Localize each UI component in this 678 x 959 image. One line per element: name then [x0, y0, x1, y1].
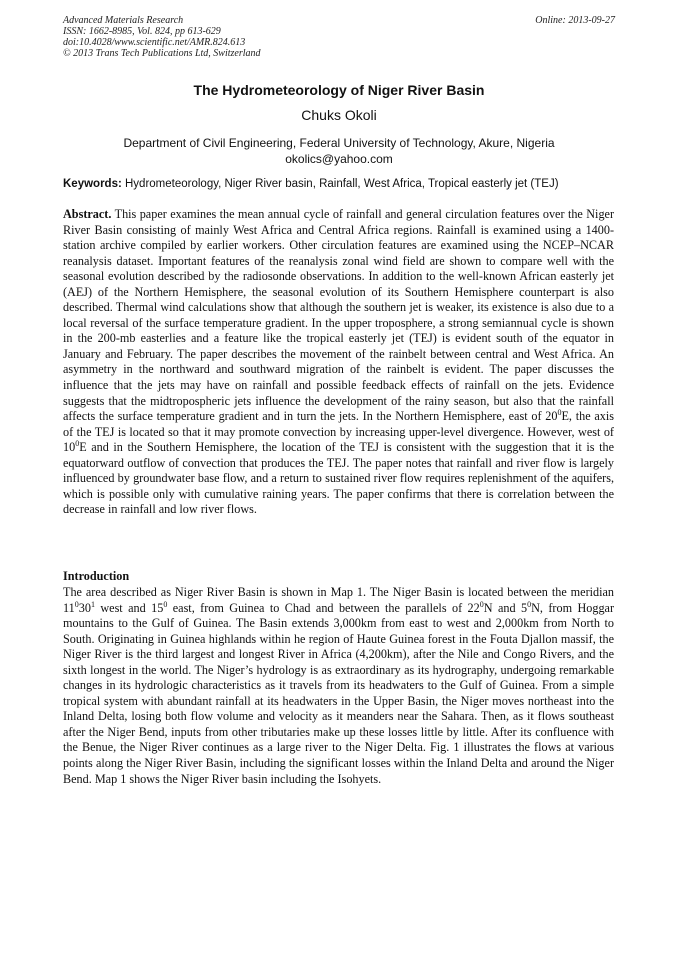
intro-text: N and 5 [483, 600, 528, 615]
intro-text: N, from Hoggar mountains to the Gulf of Guinea. The Basin extends 3,000km from east to west and 2,000km from North to South. Originating in Guinea highlands within he region of Haute Guinea forest in the Fouta Djallon massif, the Niger River is the third largest and longest River in Africa (4,200km), after the Nile and Congo Rivers, and the sixth longest in the world. The Niger’s hydrology is as extraordinary as its hydrography, undergoing remarkable changes in its hydrologic characteristics as it travels from its headwaters to the Gulf of Guinea. From a simple tropical system with abundant rainfall at its headwaters in the Upper Basin, the Niger moves northeast into the Inland Delta, losing both flow volume and velocity as it meanders near the Sahara. Then, as it flows southeast after the Niger Bend, inputs from other tributaries make up these losses little by little. After its confluence with the Benue, the Niger River continues as a large river to the Niger Delta. Fig. 1 illustrates the flows at various points along the Niger River Basin, including the significant losses within the Inland Delta and around the Niger Bend. Map 1 shows the Niger River basin including the Isohyets. [63, 600, 615, 786]
degree-sup: 0 [75, 439, 80, 449]
degree-sup: 0 [527, 599, 532, 609]
online-date: Online: 2013-09-27 [535, 15, 615, 26]
intro-text: east, from Guinea to Chad and between the parallels of 22 [167, 600, 480, 615]
abstract-label: Abstract. [63, 207, 112, 221]
paper-title: The Hydrometeorology of Niger River Basin [193, 82, 485, 98]
abstract-text-2: E, the axis of the TEJ is located so that it may promote convection by increasing upper-level divergence. However, west of 10 [63, 409, 615, 455]
author-email: okolics@yahoo.com [285, 152, 393, 166]
journal-name: Advanced Materials Research [63, 15, 184, 26]
keywords-label: Keywords: [63, 178, 122, 190]
keywords [63, 178, 623, 190]
keywords-text: Hydrometeorology, Niger River basin, Rainfall, West Africa, Tropical easterly jet (TEJ) [125, 178, 559, 190]
author-name: Chuks Okoli [301, 107, 377, 123]
affiliation-block [0, 135, 678, 167]
intro-text: west and 15 [94, 600, 164, 615]
issn-line: ISSN: 1662-8985, Vol. 824, pp 613-629 [63, 26, 221, 37]
affiliation: Department of Civil Engineering, Federal University of Technology, Akure, Nigeria [123, 136, 555, 150]
degree-sup: 0 [163, 599, 168, 609]
introduction-text [63, 585, 614, 787]
degree-sup: 0 [479, 599, 484, 609]
section-heading-introduction: Introduction [63, 569, 130, 583]
minute-sup: 1 [90, 599, 95, 609]
degree-sup: 0 [557, 408, 562, 418]
journal-header [63, 15, 615, 59]
abstract-text-3: E and in the Southern Hemisphere, the location of the TEJ is consistent with the suggestion that it is the equatorward outflow of convection that produces the TEJ. The paper notes that rainfall and river flow is largely influenced by groundwater base flow, and a return to sustained river flow requires replenishment of the aquifers, which is possible only with cumulative raining years. The paper confirms that there is correlation between the decrease in rainfall and low river flows. [63, 440, 614, 517]
intro-text: 30 [78, 600, 91, 615]
abstract-text-1: This paper examines the mean annual cycle of rainfall and general circulation features over the Niger River Basin consisting of mainly West Africa and Central Africa regions. Rainfall is examined using a 1400-station archive compiled by earlier workers. Other circulation features are examined using the NCEP–NCAR reanalysis dataset. Important features of the reanalysis zonal wind field are shown to compare well with the seasonal evolution described by the radiosonde observations. In addition to the well-known African easterly jet (AEJ) of the Northern Hemisphere, the seasonal evolution of its Southern Hemisphere counterpart is also described. Thermal wind calculations show that although the southern jet is weaker, its existence is also due to a local reversal of the surface temperature gradient. In the upper troposphere, a strong semiannual cycle is shown in the 200-mb easterlies and a feature like the tropical easterly jet (TEJ) is evident south of the equator in January and February. The paper describes the movement of the rainbelt between central and West Africa. An asymmetry in the northward and southward migration of the rainbelt is evident. The paper discusses the influence that the jets may have on rainfall and possible feedback effects of rainfall on the jets. Evidence suggests that the midtropospheric jets influence the development of the rainy season, but also that the rainfall affects the surface temperature gradient and in turn the jets. In the Northern Hemisphere, east of 20 [63, 207, 615, 424]
intro-text: The area described as Niger River Basin is shown in Map 1. The Niger Basin is located between the meridian 11 [63, 585, 614, 615]
degree-sup: 0 [74, 599, 79, 609]
doi-line: doi:10.4028/www.scientific.net/AMR.824.613 [63, 37, 246, 48]
abstract [63, 207, 614, 518]
copyright-line: © 2013 Trans Tech Publications Ltd, Switzerland [63, 48, 261, 59]
